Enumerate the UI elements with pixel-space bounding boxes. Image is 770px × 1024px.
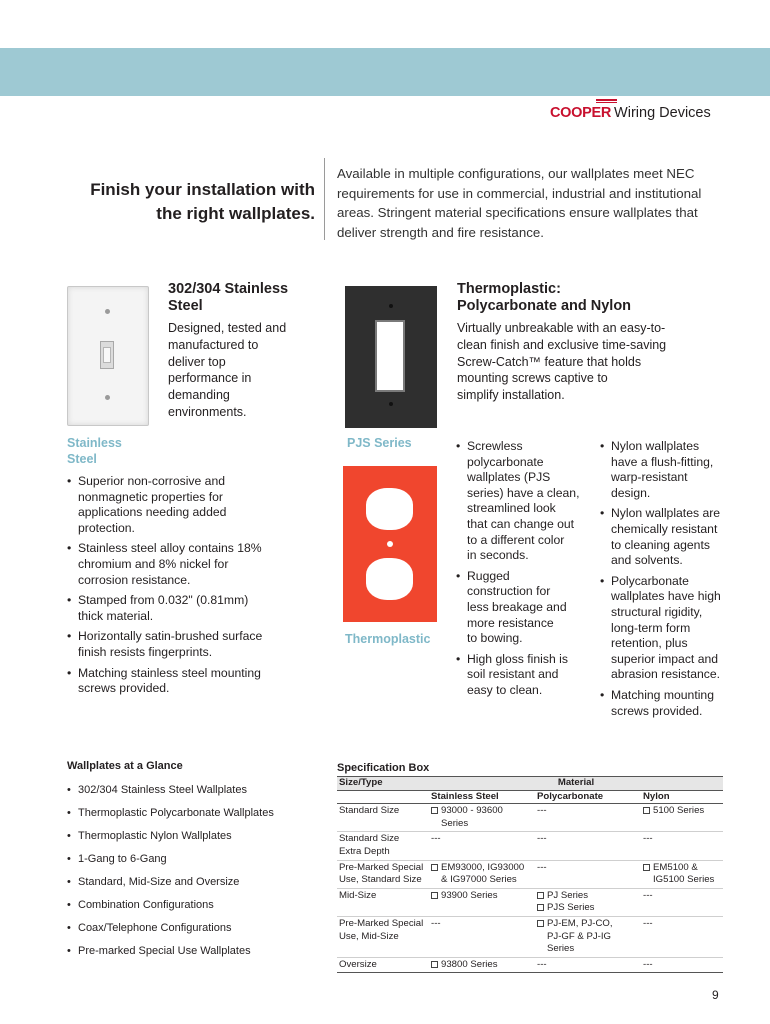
bullet-line: • Polycarbonate: [611, 573, 689, 588]
screw-hole-icon: [389, 304, 393, 308]
bullet-line: warp-resistant: [611, 470, 688, 485]
bullet-line: to cleaning agents: [611, 537, 710, 552]
stainless-bullets: [67, 474, 317, 702]
checkbox-icon: [431, 807, 438, 814]
cell-text: Series: [547, 943, 575, 955]
bullet-item: [67, 541, 317, 588]
page-headline: [55, 178, 315, 226]
cell-text: 93800 Series: [441, 958, 498, 970]
cell-text: ---: [643, 889, 653, 901]
checkbox-icon: [431, 961, 438, 968]
checkbox-icon: [643, 864, 650, 871]
glance-list: [67, 783, 317, 967]
bullet-line: polycarbonate: [467, 454, 544, 469]
material-cell: [429, 916, 535, 957]
description-line: deliver top: [168, 354, 226, 369]
description-line: Designed, tested and: [168, 321, 287, 335]
spec-title: Specification Box: [337, 762, 430, 774]
bullet-item: [67, 474, 317, 536]
cooper-logo: [550, 104, 711, 122]
bullet-line: wallplates have high: [611, 589, 721, 604]
bullet-line: and solvents.: [611, 553, 683, 568]
bullet-line: design.: [611, 485, 651, 500]
cell-line: Extra Depth: [339, 845, 390, 857]
material-cell: [535, 832, 641, 860]
glance-title: Wallplates at a Glance: [67, 760, 183, 772]
cell-line: [643, 862, 721, 875]
bullet-line: less breakage and: [467, 599, 567, 614]
bullet-item: [456, 569, 586, 647]
stainless-caption: [67, 435, 122, 467]
material-cell: [535, 888, 641, 916]
table-row: [337, 804, 723, 832]
cell-text: ---: [537, 861, 547, 873]
thermoplastic-description: [457, 320, 666, 404]
cell-text: ---: [643, 833, 653, 845]
cell-text: ---: [537, 805, 547, 817]
glance-item: • Thermoplastic Nylon Wallplates: [67, 829, 317, 843]
bullet-item: [67, 629, 317, 660]
cell-line: [643, 805, 721, 818]
caption-line: Stainless: [67, 436, 122, 450]
checkbox-icon: [537, 892, 544, 899]
description-line: performance in: [168, 371, 252, 386]
size-type-header: Size/Type: [337, 777, 429, 791]
glance-item: • 302/304 Stainless Steel Wallplates: [67, 783, 317, 797]
page-number: 9: [712, 988, 719, 1002]
cell-line: [537, 805, 639, 818]
bullet-line: • Rugged: [467, 568, 510, 583]
cell-text: & IG97000 Series: [441, 874, 517, 886]
blank-header: [337, 790, 429, 804]
cell-text: 93900 Series: [441, 889, 498, 901]
cell-text: PJ-EM, PJ-CO,: [547, 917, 613, 929]
screw-hole-icon: [105, 309, 110, 314]
bullet-item: [600, 439, 735, 501]
thermoplastic-caption: Thermoplastic: [345, 632, 431, 646]
cell-line: [537, 959, 639, 972]
headline-line: the right wallplates.: [156, 204, 315, 223]
glance-item: • 1-Gang to 6-Gang: [67, 852, 317, 866]
size-type-cell: [337, 957, 429, 973]
material-cell: [535, 957, 641, 973]
cell-text: PJ-GF & PJ-IG: [547, 930, 611, 942]
material-cell: [535, 804, 641, 832]
description-line: clean finish and exclusive time-saving: [457, 337, 667, 352]
column-header: Nylon: [641, 790, 723, 804]
bullet-line: that can change out: [467, 516, 575, 531]
title-line: 302/304 Stainless: [168, 281, 289, 297]
bullet-line: abrasion resistance.: [611, 667, 721, 682]
bullet-item: [600, 688, 735, 719]
cell-line: Standard Size: [339, 833, 400, 845]
screw-hole-icon: [105, 395, 110, 400]
bullet-line: long-term form: [611, 620, 691, 635]
column-header: Stainless Steel: [429, 790, 535, 804]
material-cell: [641, 860, 723, 888]
screw-icon: [387, 541, 393, 547]
bullet-item: [600, 574, 735, 683]
cell-line: [431, 805, 533, 818]
checkbox-icon: [643, 807, 650, 814]
bullet-line: soil resistant and: [467, 667, 559, 682]
material-cell: [641, 957, 723, 973]
caption-line: Steel: [67, 452, 97, 466]
intro-paragraph: Available in multiple configurations, our wallplates meet NEC requirements for use in commercial, industrial and institutional areas. Stringent material specifications ensure wallplates that deliver strength and fire resistance.: [337, 166, 702, 240]
cell-text: ---: [643, 917, 653, 929]
cell-text: ---: [537, 833, 547, 845]
bullet-line: screws provided.: [611, 703, 703, 718]
bullet-line: applications needing added: [78, 505, 227, 520]
cell-line: [537, 890, 639, 903]
duplex-wallplate-image: [343, 466, 437, 622]
screw-hole-icon: [389, 402, 393, 406]
cell-line: [431, 818, 533, 831]
bullet-line: • Horizontally satin-brushed surface: [78, 629, 263, 644]
cell-text: ---: [431, 917, 441, 929]
cell-text: ---: [431, 833, 441, 845]
cell-line: [643, 959, 721, 972]
material-cell: [429, 888, 535, 916]
bullet-line: • Screwless: [467, 439, 523, 453]
bullet-item: [67, 666, 317, 697]
description-line: mounting screws captive to: [457, 371, 608, 386]
bullet-line: structural rigidity,: [611, 604, 703, 619]
cell-line: [537, 918, 639, 931]
cell-line: [643, 874, 721, 887]
stainless-title: [168, 281, 288, 315]
size-type-cell: [337, 916, 429, 957]
cell-line: [431, 833, 533, 846]
bullet-line: to a different color: [467, 532, 565, 547]
thermoplastic-bullets-left: [456, 439, 586, 704]
material-cell: [641, 804, 723, 832]
glance-item: • Combination Configurations: [67, 898, 317, 912]
table-row: [337, 957, 723, 973]
cell-line: [537, 902, 639, 915]
header-banner: [0, 48, 770, 96]
material-cell: [641, 832, 723, 860]
cell-text: EM5100 &: [653, 861, 698, 873]
cell-text: EM93000, IG93000: [441, 861, 525, 873]
bullet-line: series) have a clean,: [467, 485, 580, 500]
glance-item: • Thermoplastic Polycarbonate Wallplates: [67, 806, 317, 820]
cell-text: ---: [643, 958, 653, 970]
cell-line: [537, 862, 639, 875]
glance-item: • Coax/Telephone Configurations: [67, 921, 317, 935]
bullet-line: corrosion resistance.: [78, 572, 191, 587]
stainless-wallplate-image: [67, 286, 149, 426]
cell-line: [537, 931, 639, 944]
bullet-line: • Matching stainless steel mounting: [78, 665, 261, 680]
size-type-cell: [337, 832, 429, 860]
material-cell: [641, 916, 723, 957]
table-row: [337, 860, 723, 888]
bullet-line: superior impact and: [611, 651, 719, 666]
spec-subheader-row: [337, 790, 723, 804]
cell-line: Oversize: [339, 958, 377, 970]
cell-line: [643, 918, 721, 931]
decorator-wallplate-image: [345, 286, 437, 428]
cell-line: Standard Size: [339, 805, 400, 817]
bullet-line: construction for: [467, 584, 551, 599]
bullet-line: • Nylon wallplates: [611, 439, 700, 453]
checkbox-icon: [431, 864, 438, 871]
bullet-line: screws provided.: [78, 681, 170, 696]
bullet-line: more resistance: [467, 615, 554, 630]
bullet-line: • High gloss finish is: [467, 651, 568, 666]
checkbox-icon: [537, 904, 544, 911]
cell-line: [431, 918, 533, 931]
cell-text: Series: [441, 817, 469, 829]
brand-name: COOPER: [550, 105, 612, 121]
cell-text: 5100 Series: [653, 805, 705, 817]
toggle-switch-icon: [103, 347, 111, 363]
cell-text: 93000 - 93600: [441, 805, 503, 817]
table-row: [337, 888, 723, 916]
checkbox-icon: [537, 920, 544, 927]
table-row: [337, 832, 723, 860]
bullet-line: • Superior non-corrosive and: [78, 474, 226, 488]
headline-line: Finish your installation with: [90, 180, 315, 199]
material-header: Material: [429, 777, 723, 791]
cell-line: [643, 890, 721, 903]
glance-item: • Pre-marked Special Use Wallplates: [67, 944, 317, 958]
bullet-line: wallplates (PJS: [467, 470, 551, 485]
bullet-line: easy to clean.: [467, 682, 543, 697]
checkbox-icon: [431, 892, 438, 899]
description-line: simplify installation.: [457, 388, 565, 403]
bullet-line: • Nylon wallplates are: [611, 506, 721, 521]
bullet-line: • Matching mounting: [611, 687, 714, 702]
bullet-line: chromium and 8% nickel for: [78, 556, 229, 571]
bullet-line: chemically resistant: [611, 521, 718, 536]
size-type-cell: [337, 860, 429, 888]
bullet-item: [67, 593, 317, 624]
intro-divider: [324, 158, 325, 240]
title-line: Polycarbonate and Nylon: [457, 298, 632, 314]
stainless-description: [168, 320, 286, 421]
cell-line: Pre-Marked Special: [339, 917, 424, 929]
title-line: Steel: [168, 298, 203, 314]
bullet-line: protection.: [78, 520, 135, 535]
size-type-cell: [337, 804, 429, 832]
bullet-line: in seconds.: [467, 548, 529, 563]
description-line: Virtually unbreakable with an easy-to-: [457, 321, 666, 335]
bullet-line: nonmagnetic properties for: [78, 489, 223, 504]
cell-line: [537, 943, 639, 956]
cell-line: [431, 959, 533, 972]
pjs-caption: PJS Series: [347, 436, 412, 450]
specification-table: [337, 776, 723, 973]
thermoplastic-title: [457, 281, 631, 315]
description-line: manufactured to: [168, 337, 259, 352]
column-header: Polycarbonate: [535, 790, 641, 804]
decorator-opening-icon: [375, 320, 405, 392]
cell-text: ---: [537, 958, 547, 970]
material-cell: [429, 832, 535, 860]
bullet-line: retention, plus: [611, 636, 688, 651]
description-line: demanding: [168, 388, 230, 403]
bullet-line: to bowing.: [467, 631, 523, 646]
cell-line: [431, 874, 533, 887]
cell-line: [643, 833, 721, 846]
bullet-line: have a flush-fitting,: [611, 454, 714, 469]
cell-line: [431, 862, 533, 875]
outlet-opening-icon: [366, 488, 413, 530]
description-line: environments.: [168, 404, 247, 419]
glance-item: • Standard, Mid-Size and Oversize: [67, 875, 317, 889]
cell-line: Pre-Marked Special: [339, 861, 424, 873]
bullet-line: thick material.: [78, 608, 154, 623]
bullet-item: [600, 506, 735, 568]
table-row: [337, 916, 723, 957]
spec-header-row: [337, 777, 723, 791]
description-line: Screw-Catch™ feature that holds: [457, 354, 642, 369]
logo-bars-icon: [596, 99, 617, 104]
bullet-line: streamlined look: [467, 501, 556, 516]
cell-text: PJS Series: [547, 902, 595, 914]
bullet-line: • Stamped from 0.032" (0.81mm): [78, 593, 249, 608]
brand-subtitle: Wiring Devices: [614, 105, 711, 121]
bullet-item: [456, 439, 586, 564]
material-cell: [535, 916, 641, 957]
bullet-line: • Stainless steel alloy contains 18%: [78, 541, 262, 556]
cell-line: Use, Standard Size: [339, 874, 422, 886]
cell-line: [537, 833, 639, 846]
material-cell: [429, 957, 535, 973]
material-cell: [641, 888, 723, 916]
spec-body: [337, 804, 723, 973]
bullet-item: [456, 652, 586, 699]
cell-line: Use, Mid-Size: [339, 930, 399, 942]
cell-text: PJ Series: [547, 889, 589, 901]
cell-line: [431, 890, 533, 903]
size-type-cell: [337, 888, 429, 916]
outlet-opening-icon: [366, 558, 413, 600]
thermoplastic-bullets-right: [600, 439, 735, 724]
material-cell: [429, 804, 535, 832]
bullet-line: finish resists fingerprints.: [78, 644, 213, 659]
cell-line: Mid-Size: [339, 889, 377, 901]
material-cell: [535, 860, 641, 888]
title-line: Thermoplastic:: [457, 281, 561, 297]
material-cell: [429, 860, 535, 888]
cell-text: IG5100 Series: [653, 874, 715, 886]
